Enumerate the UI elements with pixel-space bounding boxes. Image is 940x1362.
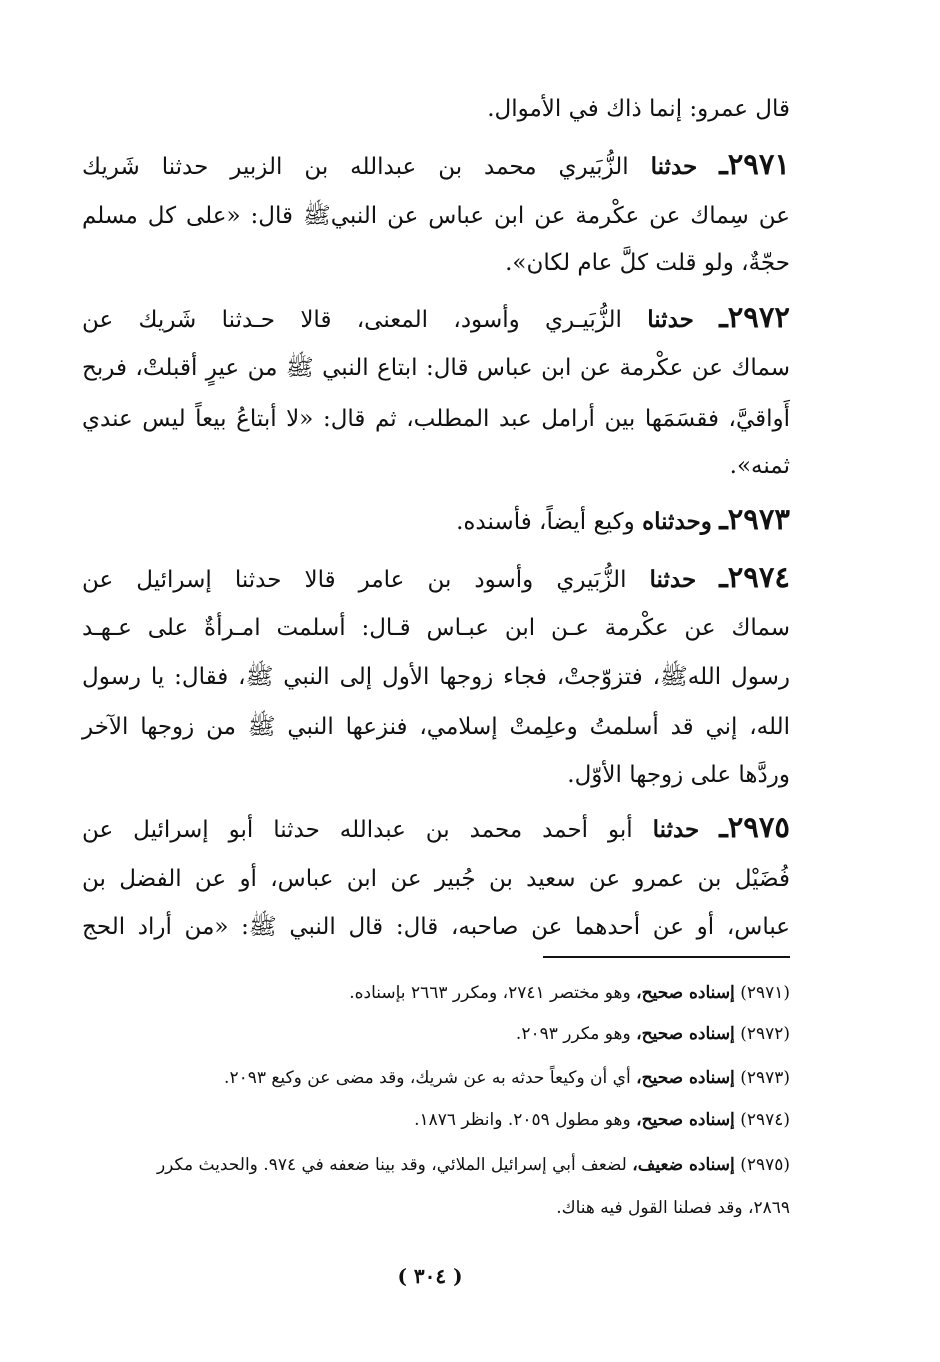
hadith-2975-line-2: [82, 864, 790, 894]
footnote-grade: إسناده صحيح،: [636, 983, 735, 1003]
hadith-text: أَواقيَّ، فقسَمَها بين أرامل عبد المطلب، ثم قال: «لا أبتاعُ بيعاً ليس عندي: [82, 406, 790, 432]
footnote-grade: إسناده صحيح،: [636, 1068, 735, 1088]
hadith-number: ٢٩٧٤ـ: [719, 560, 791, 594]
hadith-text: الزُّبَيري وأسود بن عامر قالا حدثنا إسرائيل عن: [82, 567, 627, 593]
hadith-text: سماك عن عكْرمة عن ابن عباس قال: ابتاع النبي ﷺ من عيرٍ أقبلتْ، فربح: [82, 355, 790, 381]
hadith-2974-line-4: [82, 712, 790, 742]
hadith-number: ٢٩٧٥ـ: [719, 810, 791, 844]
hadith-text: عن سِماك عن عكْرمة عن ابن عباس عن النبيﷺ قال: «على كل مسلم: [82, 203, 790, 229]
hadith-text: رسول اللهﷺ، فتزوّجتْ، فجاء زوجها الأول إلى النبي ﷺ، فقال: يا رسول: [82, 664, 790, 690]
hadith-2972-line-1: [82, 302, 790, 335]
footnote-ref: (٢٩٧١): [740, 983, 790, 1003]
hadith-text: الزُّبَيري محمد بن عبدالله بن الزبير حدثنا شَريك: [82, 154, 629, 180]
hadith-text: وكيع أيضاً، فأسنده.: [456, 509, 635, 535]
hadith-2972-line-3: [82, 404, 790, 434]
hadith-lead: وحدثناه: [642, 508, 712, 535]
hadith-text: أبو أحمد محمد بن عبدالله حدثنا أبو إسرائيل عن: [82, 817, 633, 843]
hadith-lead: حدثنا: [649, 566, 697, 593]
hadith-2972-line-2: [82, 353, 790, 383]
hadith-text: سماك عن عكْرمة عـن ابن عبـاس قـال: أسلمت امـرأةٌ على عـهـد: [82, 615, 790, 641]
footnote-text: وهو مختصر ٢٧٤١، ومكرر ٢٦٦٣ بإسناده.: [349, 983, 631, 1003]
hadith-text: الله، إني قد أسلمتُ وعلِمتْ إسلامي، فنزعها النبي ﷺ من زوجها الآخر: [82, 714, 790, 740]
footnote-grade: إسناده صحيح،: [636, 1110, 735, 1130]
footnote-ref: (٢٩٧٢): [740, 1024, 790, 1044]
hadith-text: حجّةٌ، ولو قلت كلَّ عام لكان».: [505, 250, 790, 276]
footnote-2975: [82, 1153, 790, 1177]
footnote-2971: [82, 981, 790, 1005]
hadith-lead: حدثنا: [647, 306, 694, 333]
page-number: ( ٣٠٤ ): [397, 1264, 463, 1288]
intro-line: [82, 94, 790, 124]
hadith-2972-line-4: [82, 451, 790, 481]
hadith-text: وردَّها على زوجها الأوّل.: [567, 762, 790, 788]
footnote-ref: (٢٩٧٣): [740, 1068, 790, 1088]
hadith-number: ٢٩٧١ـ: [719, 147, 791, 181]
hadith-lead: حدثنا: [652, 816, 700, 843]
hadith-2975-line-1: [82, 812, 790, 845]
footnote-ref: (٢٩٧٤): [740, 1110, 790, 1130]
hadith-text: عباس، أو عن أحدهما عن صاحبه، قال: قال النبي ﷺ: «من أراد الحج: [82, 914, 790, 940]
footnote-2972: [82, 1022, 790, 1046]
hadith-text: فُضَيْل بن عمرو عن سعيد بن جُبير عن ابن عباس، أو عن الفضل بن: [82, 866, 790, 892]
hadith-2974-line-5: [82, 760, 790, 790]
hadith-2971-line-3: [82, 248, 790, 278]
footnote-2975-continuation: [82, 1196, 790, 1220]
footnote-text: أي أن وكيعاً حدثه به عن شريك، وقد مضى عن وكيع ٢٠٩٣.: [224, 1068, 631, 1088]
hadith-text: الزُّبَيـري وأسود، المعنى، قالا حـدثنا شَريك عن: [82, 307, 622, 333]
hadith-lead: حدثنا: [650, 153, 698, 180]
footnote-grade: إسناده ضعيف،: [632, 1155, 735, 1175]
hadith-2973-line-1: [82, 504, 790, 537]
footnote-separator: [543, 956, 790, 958]
intro-text: قال عمرو: إنما ذاك في الأموال.: [487, 96, 790, 122]
footnote-ref: (٢٩٧٥): [740, 1155, 790, 1175]
hadith-2975-line-3: [82, 912, 790, 942]
hadith-number: ٢٩٧٢ـ: [719, 300, 791, 334]
footnote-text: وهو مكرر ٢٠٩٣.: [515, 1024, 631, 1044]
hadith-2971-line-2: [82, 201, 790, 231]
footnote-text: ٢٨٦٩، وقد فصلنا القول فيه هناك.: [556, 1198, 790, 1218]
hadith-2971-line-1: [82, 149, 790, 182]
footnote-2973: [82, 1066, 790, 1090]
hadith-2974-line-1: [82, 562, 790, 595]
hadith-2974-line-2: [82, 613, 790, 643]
hadith-text: ثمنه».: [729, 453, 790, 479]
hadith-number: ٢٩٧٣ـ: [719, 502, 790, 536]
footnote-text: وهو مطول ٢٠٥٩. وانظر ١٨٧٦.: [414, 1110, 631, 1130]
hadith-2974-line-3: [82, 662, 790, 692]
footnote-grade: إسناده صحيح،: [636, 1024, 735, 1044]
footnote-2974: [82, 1108, 790, 1132]
footnote-text: لضعف أبي إسرائيل الملائي، وقد بينا ضعفه في ٩٧٤. والحديث مكرر: [156, 1155, 627, 1175]
